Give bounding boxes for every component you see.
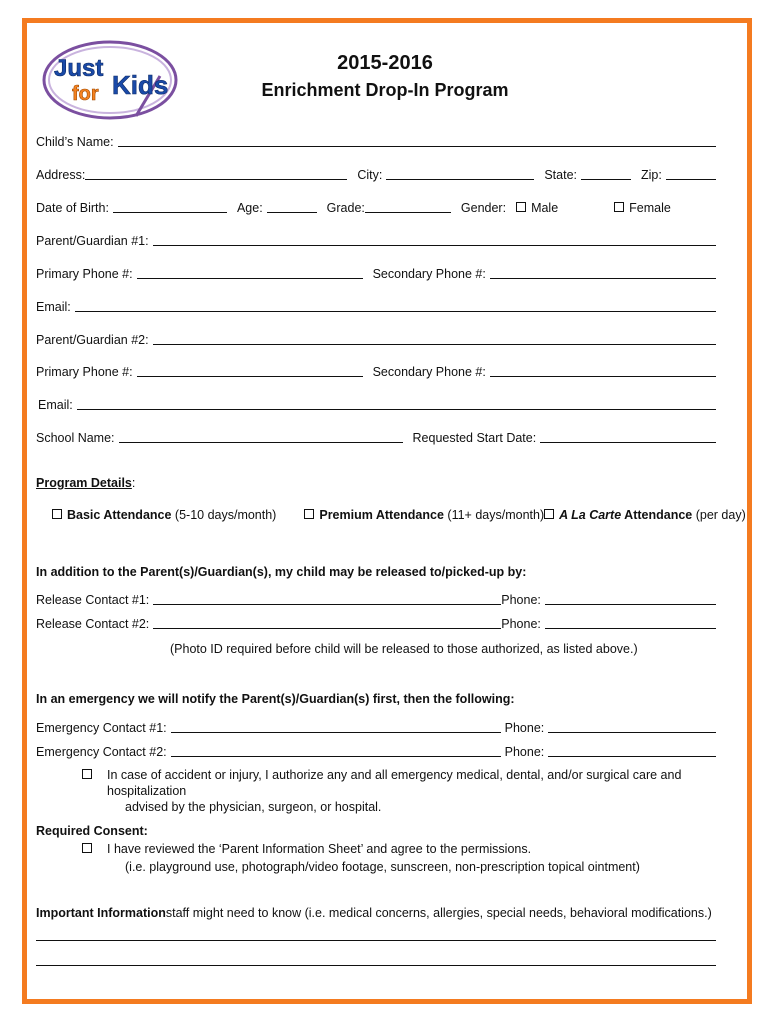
release-contact1-row: [36, 589, 716, 607]
guardian2-row: [36, 329, 716, 347]
secondary-phone1-label: Secondary Phone #:: [372, 267, 486, 281]
emergency-contact1-field[interactable]: [171, 720, 501, 733]
state-label: State:: [544, 168, 578, 182]
release-contact2-field[interactable]: [153, 616, 501, 629]
attendance-options: [52, 504, 746, 522]
emergency-contact2-row: [36, 741, 716, 759]
email2-label: Email:: [38, 398, 73, 412]
start-date-field[interactable]: [540, 430, 716, 443]
required-consent-heading: Required Consent:: [36, 824, 148, 838]
emergency-contact1-label: Emergency Contact #1:: [36, 721, 167, 735]
child-name-row: [36, 131, 716, 149]
secondary-phone1-field[interactable]: [490, 266, 716, 279]
address-field[interactable]: [85, 167, 347, 180]
guardian1-field[interactable]: [153, 233, 716, 246]
release-phone2-label: Phone:: [501, 617, 541, 631]
parent-info-consent-text: I have reviewed the ‘Parent Information Sheet’ and agree to the permissions. (i.e. playground use, photograph/video footage, sunscreen, non-prescription topical ointment): [107, 842, 640, 874]
school-name-label: School Name:: [36, 431, 115, 445]
primary-phone2-label: Primary Phone #:: [36, 365, 133, 379]
email2-field[interactable]: [77, 397, 716, 410]
guardian2-phone-row: [36, 361, 716, 379]
school-name-field[interactable]: [119, 430, 403, 443]
photo-id-note: (Photo ID required before child will be released to those authorized, as listed above.): [170, 642, 638, 656]
dob-label: Date of Birth:: [36, 201, 109, 215]
child-name-label: Child’s Name:: [36, 135, 114, 149]
secondary-phone2-label: Secondary Phone #:: [372, 365, 486, 379]
dob-row: [36, 197, 716, 215]
important-info-row: Important Information staff might need to know (i.e. medical concerns, allergies, special needs, behavioral modifications.): [36, 906, 712, 920]
alacarte-attendance-checkbox[interactable]: [544, 509, 554, 519]
female-option[interactable]: Female: [614, 201, 671, 215]
guardian1-label: Parent/Guardian #1:: [36, 234, 149, 248]
grade-field[interactable]: [365, 200, 451, 213]
male-option[interactable]: Male: [516, 201, 558, 215]
release-contact1-field[interactable]: [153, 592, 501, 605]
address-label: Address:: [36, 168, 86, 182]
emergency-contact2-field[interactable]: [171, 744, 501, 757]
logo-kids-text: Kids: [112, 70, 169, 100]
release-contact2-label: Release Contact #2:: [36, 617, 150, 631]
basic-attendance-option[interactable]: Basic Attendance (5-10 days/month): [52, 508, 276, 522]
zip-label: Zip:: [641, 168, 662, 182]
primary-phone2-field[interactable]: [137, 364, 363, 377]
premium-attendance-option[interactable]: Premium Attendance (11+ days/month): [304, 508, 544, 522]
email2-row: [36, 394, 716, 412]
release-contact1-label: Release Contact #1:: [36, 593, 150, 607]
age-field[interactable]: [267, 200, 317, 213]
medical-authorization-checkbox[interactable]: [82, 769, 92, 779]
emergency-phone2-label: Phone:: [504, 745, 545, 759]
state-field[interactable]: [581, 167, 631, 180]
emergency-phone1-label: Phone:: [504, 721, 545, 735]
release-heading: In addition to the Parent(s)/Guardian(s), my child may be released to/picked-up by:: [36, 565, 527, 579]
school-row: [36, 427, 716, 445]
grade-label: Grade:: [326, 201, 365, 215]
program-heading: Program Details :: [36, 476, 136, 490]
parent-info-consent-checkbox[interactable]: [82, 843, 92, 853]
emergency-contact2-label: Emergency Contact #2:: [36, 745, 167, 759]
form-year: 2015-2016: [337, 52, 433, 74]
basic-attendance-checkbox[interactable]: [52, 509, 62, 519]
important-info-line-2[interactable]: [36, 965, 716, 966]
important-info-line-1[interactable]: [36, 940, 716, 941]
female-checkbox[interactable]: [614, 202, 624, 212]
zip-field[interactable]: [666, 167, 716, 180]
release-contact2-row: [36, 613, 716, 631]
emergency-heading: In an emergency we will notify the Parent(s)/Guardian(s) first, then the following:: [36, 692, 515, 706]
age-label: Age:: [236, 201, 263, 215]
secondary-phone2-field[interactable]: [490, 364, 716, 377]
guardian2-label: Parent/Guardian #2:: [36, 333, 149, 347]
form-title: Enrichment Drop-In Program: [261, 80, 509, 100]
program-details-heading: Program Details: [36, 476, 132, 490]
premium-attendance-checkbox[interactable]: [304, 509, 314, 519]
male-checkbox[interactable]: [516, 202, 526, 212]
city-label: City:: [357, 168, 383, 182]
city-field[interactable]: [386, 167, 534, 180]
important-info-label: Important Information: [36, 906, 166, 920]
email1-field[interactable]: [75, 299, 716, 312]
alacarte-attendance-option[interactable]: A La Carte Attendance (per day): [544, 508, 746, 522]
release-phone1-field[interactable]: [545, 592, 716, 605]
emergency-phone1-field[interactable]: [548, 720, 716, 733]
logo-for-text: for: [72, 83, 99, 105]
email1-row: [36, 296, 716, 314]
gender-label: Gender:: [460, 201, 507, 215]
release-phone2-field[interactable]: [545, 616, 716, 629]
dob-field[interactable]: [113, 200, 227, 213]
emergency-phone2-field[interactable]: [548, 744, 716, 757]
medical-authorization-text: In case of accident or injury, I authorize any and all emergency medical, dental, and/or surgical care and hospitalization advised by the physician, surgeon, or hospital.: [107, 768, 682, 814]
emergency-contact1-row: [36, 717, 716, 735]
child-name-field[interactable]: [118, 134, 716, 147]
just-for-kids-logo: [40, 38, 178, 122]
guardian2-field[interactable]: [153, 332, 716, 345]
email1-label: Email:: [36, 300, 71, 314]
primary-phone1-label: Primary Phone #:: [36, 267, 133, 281]
guardian1-phone-row: [36, 263, 716, 281]
primary-phone1-field[interactable]: [137, 266, 363, 279]
release-phone1-label: Phone:: [501, 593, 541, 607]
address-row: [36, 164, 716, 182]
start-date-label: Requested Start Date:: [412, 431, 537, 445]
logo-just-text: Just: [54, 55, 104, 82]
guardian1-row: [36, 230, 716, 248]
